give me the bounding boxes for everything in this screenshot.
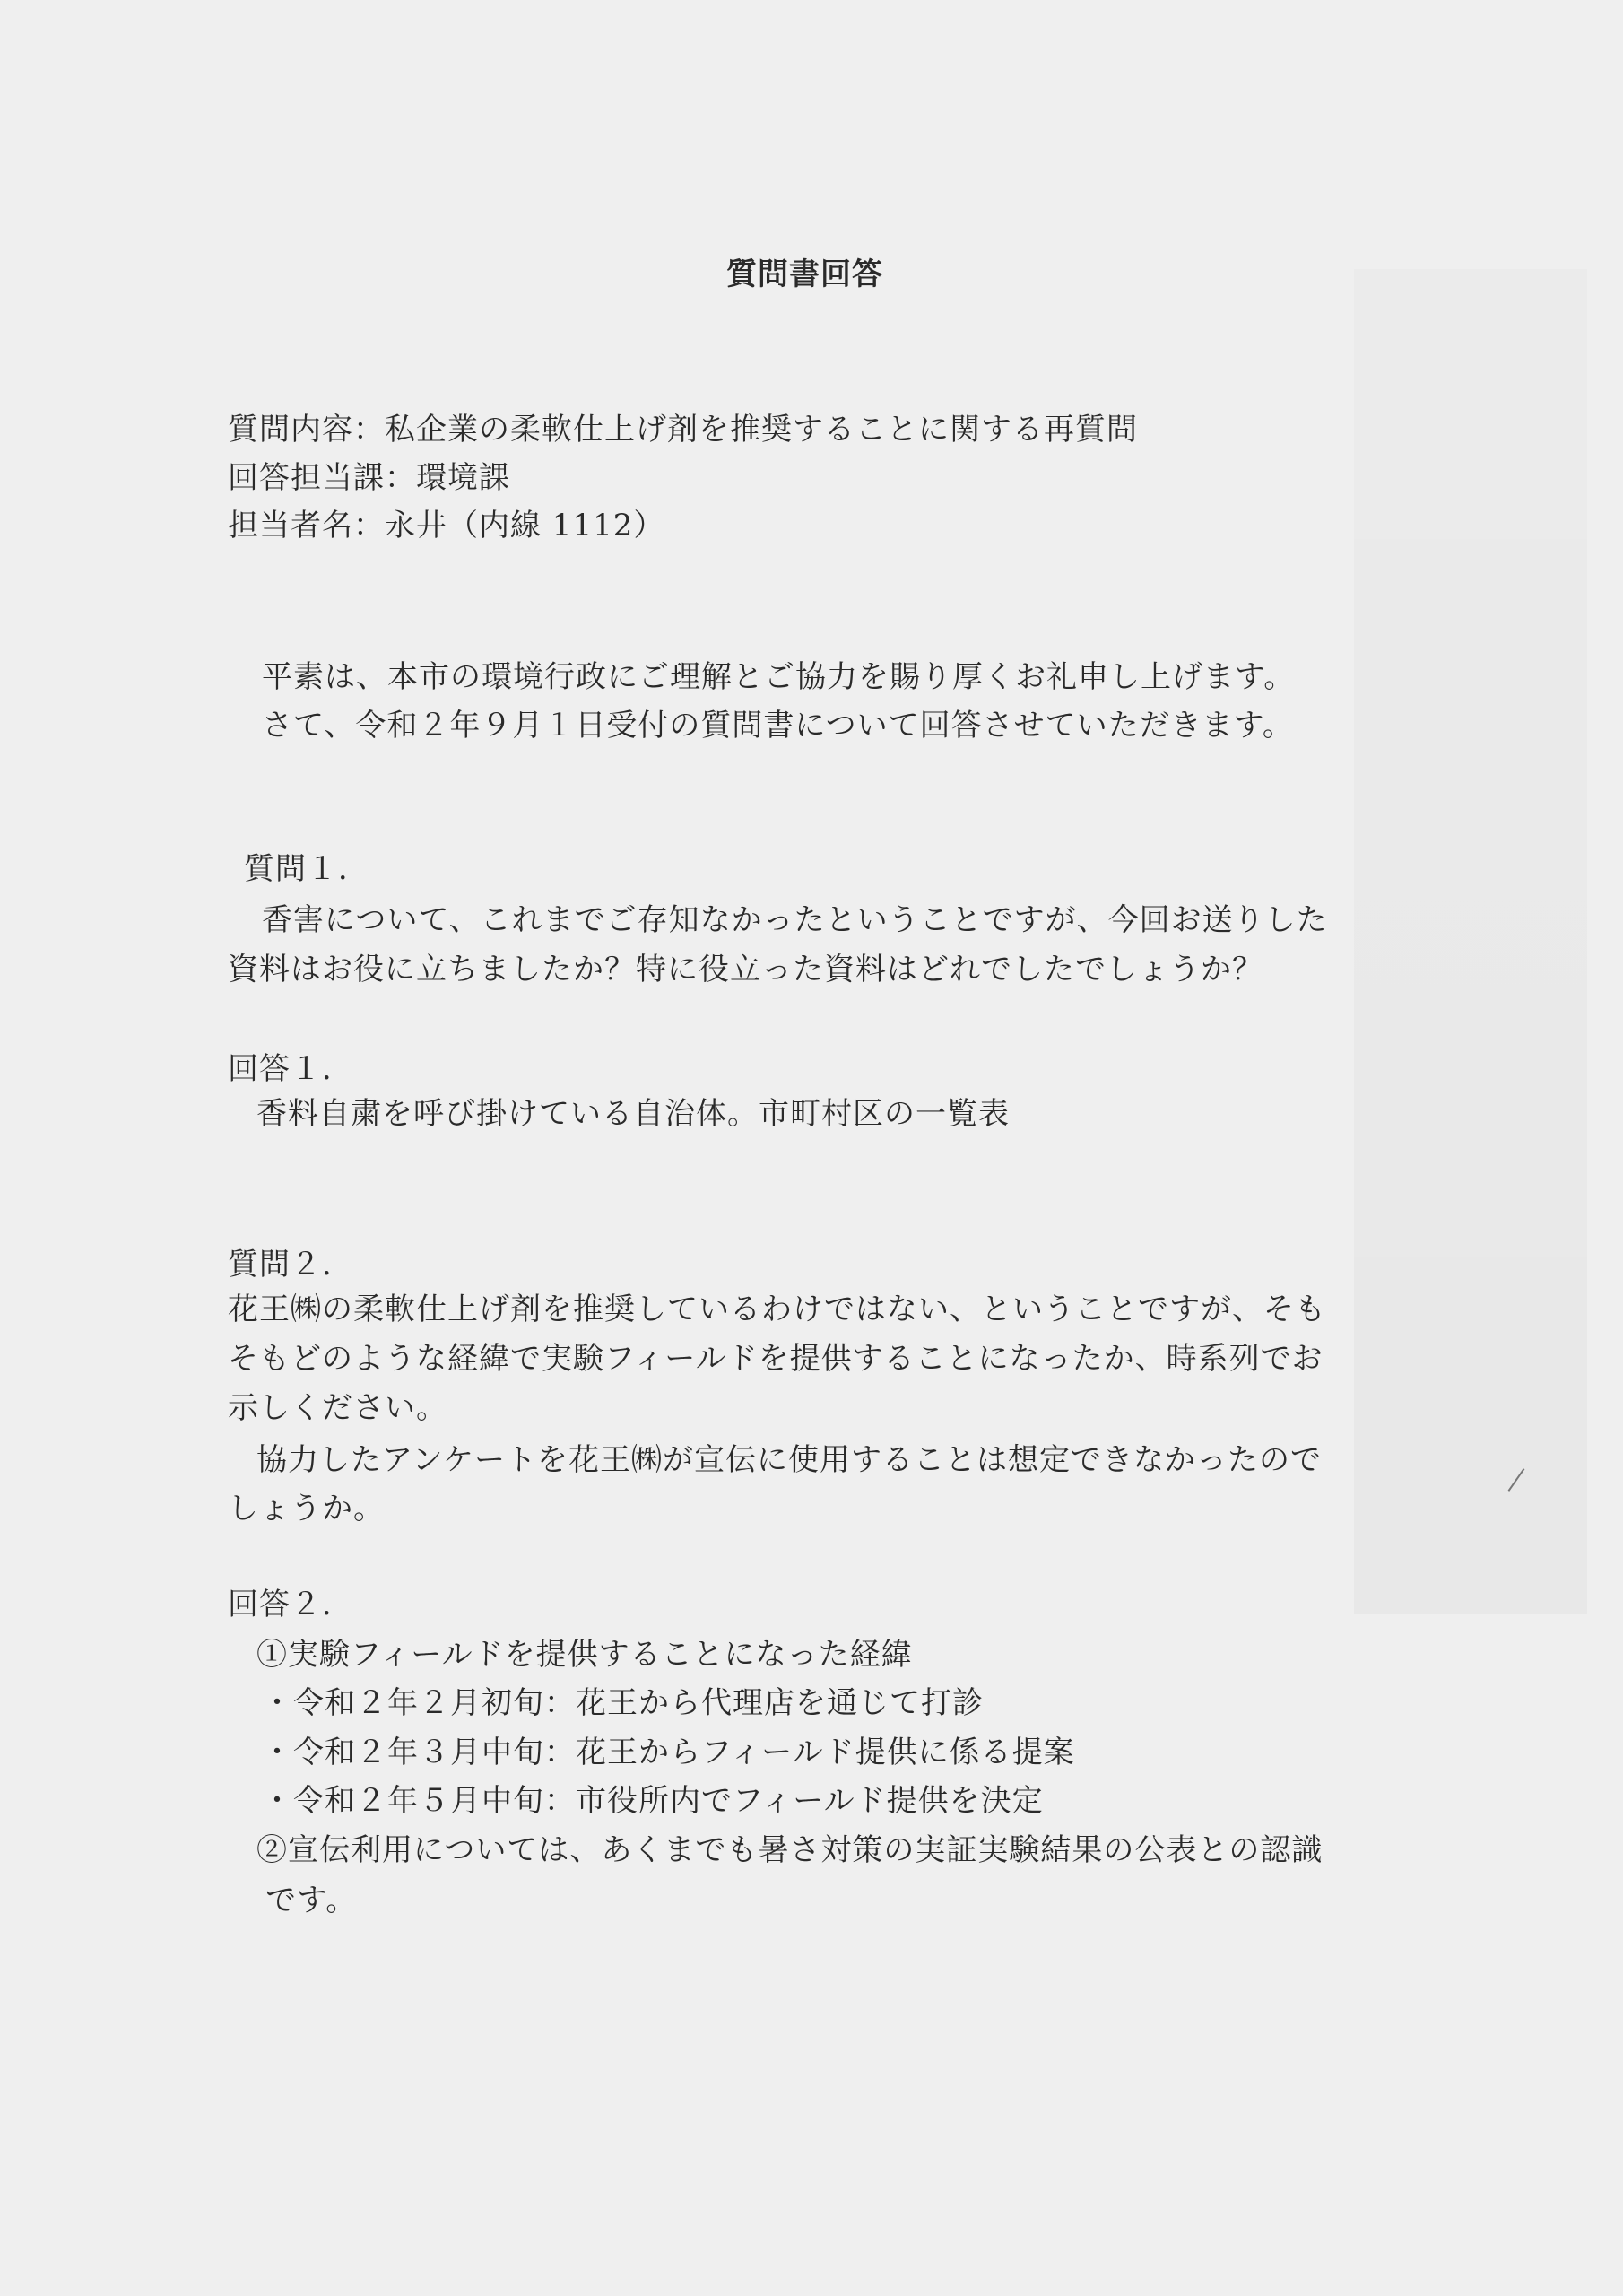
question-subject: 質問内容：私企業の柔軟仕上げ剤を推奨することに関する再質問 (228, 412, 1138, 448)
question-2-heading: 質問２． (228, 1247, 353, 1283)
question-1-line-2: 資料はお役に立ちましたか？特に役立った資料はどれでしたでしょうか？ (228, 952, 1263, 987)
question-1-heading: 質問１． (244, 851, 369, 887)
question-2-line-4: 協力したアンケートを花王㈱が宣伝に使用することは想定できなかったので (256, 1442, 1322, 1478)
answer-1-heading: 回答１． (228, 1051, 353, 1087)
answer-2-line-2: ・令和２年２月初旬：花王から代理店を通じて打診 (262, 1685, 984, 1721)
scan-mark (1508, 1468, 1525, 1492)
question-2-line-5: しょうか。 (228, 1491, 385, 1526)
question-2-line-1: 花王㈱の柔軟仕上げ剤を推奨しているわけではない、ということですが、そも (228, 1292, 1326, 1327)
greeting-line-2: さて、令和２年９月１日受付の質問書について回答させていただきます。 (262, 708, 1294, 744)
question-2-line-3: 示しください。 (228, 1390, 447, 1426)
document-title: 質問書回答 (726, 257, 883, 292)
question-2-line-2: そもどのような経緯で実験フィールドを提供することになったか、時系列でお (228, 1341, 1324, 1377)
answer-2-line-3: ・令和２年３月中旬：花王からフィールド提供に係る提案 (262, 1735, 1075, 1770)
answer-2-line-6: です。 (265, 1883, 358, 1918)
show-through-shading (1354, 269, 1587, 1614)
responsible-department: 回答担当課：環境課 (228, 460, 510, 496)
answer-2-heading: 回答２． (228, 1587, 353, 1622)
answer-2-line-1: ①実験フィールドを提供することになった経緯 (256, 1637, 913, 1673)
answer-1-line-1: 香料自粛を呼び掛けている自治体。市町村区の一覧表 (256, 1096, 1010, 1132)
greeting-line-1: 平素は、本市の環境行政にご理解とご協力を賜り厚くお礼申し上げます。 (262, 659, 1296, 695)
answer-2-line-4: ・令和２年５月中旬：市役所内でフィールド提供を決定 (262, 1783, 1044, 1819)
answer-2-line-5: ②宣伝利用については、あくまでも暑さ対策の実証実験結果の公表との認識 (256, 1832, 1324, 1868)
question-1-line-1: 香害について、これまでご存知なかったということですが、今回お送りした (262, 902, 1328, 938)
person-in-charge: 担当者名：永井（内線 1112） (228, 508, 665, 544)
